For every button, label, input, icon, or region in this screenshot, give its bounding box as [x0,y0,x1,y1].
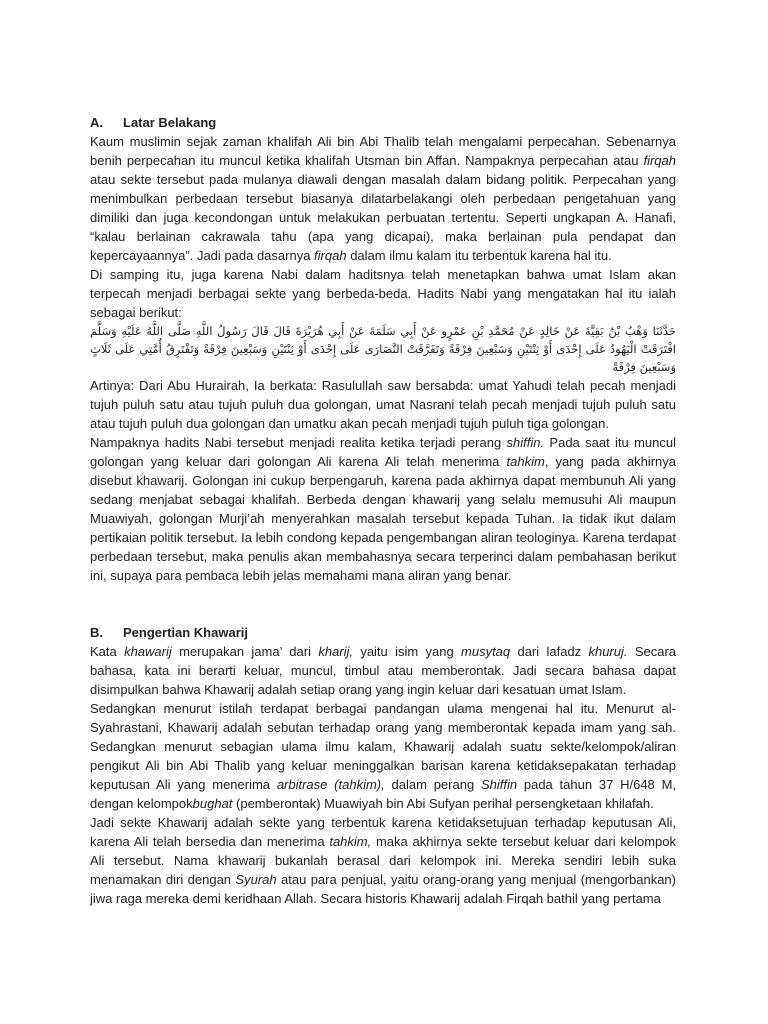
text-run: atau para penjual, yaitu orang-orang yang menjual (mengorbankan) jiwa raga mereka demi keridhaan Allah. Secara historis Khawarij adalah Firqah bathil yang pertama [90,872,676,906]
italic-term: Syurah [235,872,277,887]
text-run: yaitu isim yang [353,644,462,659]
text-run: dari lafadz [510,644,589,659]
italic-term: bughat [192,796,233,811]
hadith-arabic-text: حَدَّثَنَا وَهْبُ بْنُ بَقِيَّةَ عَنْ خَالِدٍ عَنْ مُحَمَّدِ بْنِ عَمْرٍو عَنْ أَبِي سَلَمَةَ عَنْ أَبِي هُرَيْرَةَ قَالَ قَالَ رَسُولُ اللَّهِ صَلَّى اللَّهُ عَلَيْهِ وَسَلَّمَ افْتَرَقَتْ الْيَهُودُ عَلَى إِحْدَى أَوْ ثِنْتَيْنِ وَسَبْعِينَ فِرْقَةً وَتَفَرَّقَتْ النَّصَارَى عَلَى إِحْدَى أَوْ ثِنْتَيْنِ وَسَبْعِينَ فِرْقَةً وَتَفْتَرِقُ أُمَّتِي عَلَى ثَلَاثٍ وَسَبْعِينَ فِرْقَةً [90,324,676,374]
text-run: pada tahun 37 H/648 M, dengan kelompok [90,777,677,811]
text-run: (pemberontak) Muawiyah bin Abi Sufyan perihal persengketaan khilafah. [232,796,654,811]
document-page [90,113,676,908]
text-run: Kaum muslimin sejak zaman khalifah Ali bin Abi Thalib telah mengalami perpecahan. Sebenarnya benih perpecahan itu muncul ketika khalifah Utsman bin Affan. Nampaknya perpecahan atau [90,134,676,168]
text-run: Jadi sekte Khawarij adalah sekte yang terbentuk karena ketidaksetujuan terhadap keputusan Ali, karena Ali telah bersedia dan menerima [90,815,676,849]
italic-term: firqah [643,153,676,168]
italic-term: shiffin. [506,435,545,450]
italic-term: Shiffin [480,777,518,792]
text-run: Secara bahasa, kata ini berarti keluar, muncul, timbul atau memberontak. Jadi secara bahasa dapat disimpulkan bahwa Khawarij adalah setiap orang yang ingin keluar dari kesatuan umat Islam. [90,644,677,697]
text-run: Nampaknya hadits Nabi tersebut menjadi realita ketika terjadi perang [90,435,507,450]
section-b-number: B. [90,625,103,640]
italic-term: arbitrase (tahkim), [276,777,385,792]
text-run: atau sekte tersebut pada mulanya diawali dengan masalah dalam bidang politik. Perpecahan yang menimbulkan perbedaan tersebut biasanya dilatarbelakangi oleh perbedaan pengetahuan yang dimiliki dan juga kecondongan untuk melakukan perbuatan tertentu. Seperti ungkapan A. Hanafi, “kalau berlainan cakrawala tahu (apa yang dicapai), maka berlainan pula pendapat dan kepercayaannya”. Jadi pada dasarnya [90,172,676,263]
section-spacer [90,585,676,623]
section-a-number: A. [90,115,103,130]
italic-term: tahkim [506,454,545,469]
text-run: Pada saat itu muncul golongan yang keluar dari golongan Ali karena Ali telah menerima [90,435,676,469]
text-run: Sedangkan menurut istilah terdapat berbagai pandangan ulama mengenai hal itu. Menurut al-Syahrastani, Khawarij adalah sebutan terhadap orang yang memberontak kepada imam yang sah. Sedangkan menurut sebagian ulama ilmu kalam, Khawarij adalah suatu sekte/kelompok/aliran pengikut Ali bin Abi Thalib yang keluar meninggalkan barisan karena ketidaksepakatan terhadap keputusan Ali yang menerima [90,701,676,792]
section-a-title: Latar Belakang [123,115,217,130]
section-b-heading [90,623,676,642]
italic-term: firqah [314,248,347,263]
text-run: merupakan jama’ dari [171,644,319,659]
section-a-paragraph-1 [90,132,676,265]
section-a-paragraph-2 [90,265,676,322]
text-run: maka akhirnya sekte tersebut keluar dari kelompok Ali tersebut. Nama khawarij bukanlah berasal dari kelompok ini. Mereka sendiri lebih suka menamakan diri dengan [90,834,676,887]
text-run: Kata [90,644,125,659]
section-a-paragraph-3 [90,376,676,433]
section-a-heading [90,113,676,132]
text-run: dalam perang [384,777,481,792]
section-b-paragraph-2 [90,699,676,813]
section-a-paragraph-4 [90,433,676,585]
section-b-title: Pengertian Khawarij [123,625,248,640]
section-b-paragraph-1 [90,642,676,699]
italic-term: tahkim, [329,834,372,849]
text-run: Di samping itu, juga karena Nabi dalam haditsnya telah menetapkan bahwa umat Islam akan terpecah menjadi berbagai sekte yang berbeda-beda. Hadits Nabi yang mengatakan hal itu ialah sebagai berikut: [90,267,676,320]
text-run: dalam ilmu kalam itu terbentuk karena hal itu. [346,248,612,263]
section-b-paragraph-3 [90,813,676,908]
italic-term: kharij, [318,644,353,659]
text-run: Artinya: Dari Abu Hurairah, Ia berkata: Rasulullah saw bersabda: umat Yahudi telah pecah menjadi tujuh puluh satu atau tujuh puluh dua golongan, umat Nasrani telah pecah menjadi tujuh puluh satu atau tujuh puluh dua golongan dan umatku akan pecah menjadi tujuh puluh tiga golongan. [90,378,676,431]
text-run: , yang pada akhirnya disebut khawarij. Golongan ini cukup berpengaruh, karena pada akhirnya dapat membunuh Ali yang sedang menjabat sebagai khalifah. Berbeda dengan khawarij yang selalu memusuhi Ali maupun Muawiyah, golongan Murji’ah menyerahkan masalah tersebut kepada Tuhan. Ia tidak ikut dalam pertikaian politik tersebut. Ia lebih condong kepada pengembangan aliran teologinya. Karena terdapat perbedaan tersebut, maka penulis akan membahasnya secara terperinci dalam pembahasan berikut ini, supaya para pembaca lebih jelas memahami mana aliran yang benar. [90,454,676,583]
italic-term: khawarij [124,644,172,659]
italic-term: musytaq [461,644,511,659]
italic-term: khuruj. [588,644,628,659]
